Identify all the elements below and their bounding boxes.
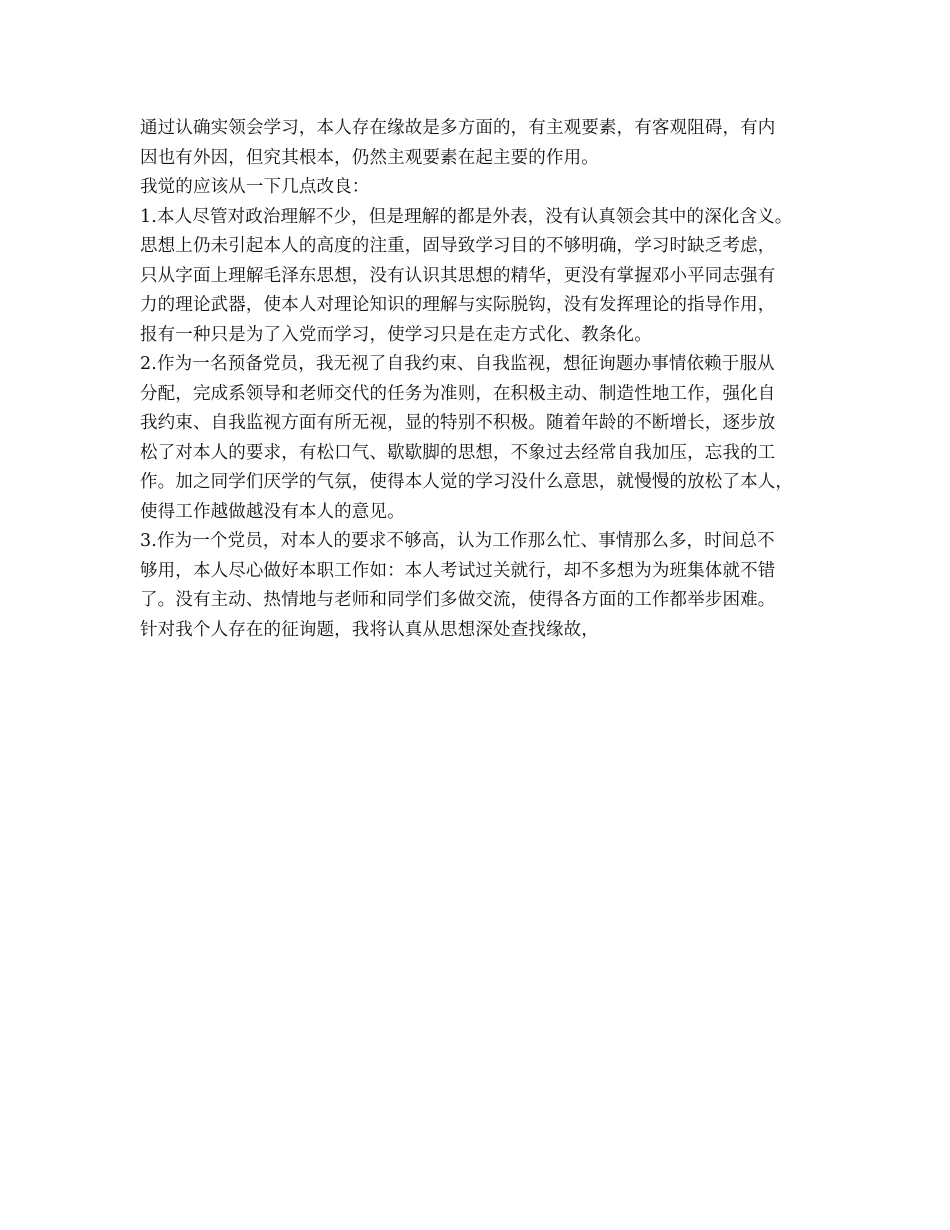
text-line: 分配，完成系领导和老师交代的任务为准则，在积极主动、制造性地工作，强化自	[140, 383, 776, 404]
text-line: 针对我个人存在的征询题，我将认真从思想深处查找缘故，	[140, 619, 599, 640]
text-line: 只从字面上理解毛泽东思想，没有认识其思想的精华，更没有掌握邓小平同志强有	[140, 265, 776, 286]
document-body	[140, 114, 830, 645]
text-line: 报有一种只是为了入党而学习，使学习只是在走方式化、教条化。	[140, 324, 652, 345]
text-line: 思想上仍未引起本人的高度的注重，固导致学习目的不够明确，学习时缺乏考虑，	[140, 236, 776, 256]
text-line: 我约束、自我监视方面有所无视，显的特别不积极。随着年龄的不断增长，逐步放	[140, 413, 776, 433]
text-line: 使得工作越做越没有本人的意见。	[140, 501, 405, 522]
text-line: 了。没有主动、热情地与老师和同学们多做交流，使得各方面的工作都举步困难。	[140, 590, 776, 610]
text-line: 作。加之同学们厌学的气氛，使得本人觉的学习没什么意思，就慢慢的放松了本人，	[140, 472, 794, 492]
text-line: 3.作为一个党员，对本人的要求不够高，认为工作那么忙、事情那么多，时间总不	[140, 531, 775, 551]
text-line: 1.本人尽管对政治理解不少，但是理解的都是外表，没有认真领会其中的深化含义。	[140, 206, 793, 227]
text-line: 通过认确实领会学习，本人存在缘故是多方面的，有主观要素，有客观阻碍，有内	[140, 118, 776, 138]
text-line: 力的理论武器，使本人对理论知识的理解与实际脱钩，没有发挥理论的指导作用，	[140, 295, 776, 315]
text-line: 2.作为一名预备党员，我无视了自我约束、自我监视，想征询题办事情依赖于服从	[140, 354, 775, 374]
text-line: 因也有外因，但究其根本，仍然主观要素在起主要的作用。	[140, 147, 599, 168]
text-line: 我觉的应该从一下几点改良：	[140, 177, 370, 197]
text-line: 松了对本人的要求，有松口气、歇歇脚的思想，不象过去经常自我加压，忘我的工	[140, 442, 776, 463]
text-line: 够用，本人尽心做好本职工作如：本人考试过关就行，却不多想为为班集体就不错	[140, 560, 776, 581]
